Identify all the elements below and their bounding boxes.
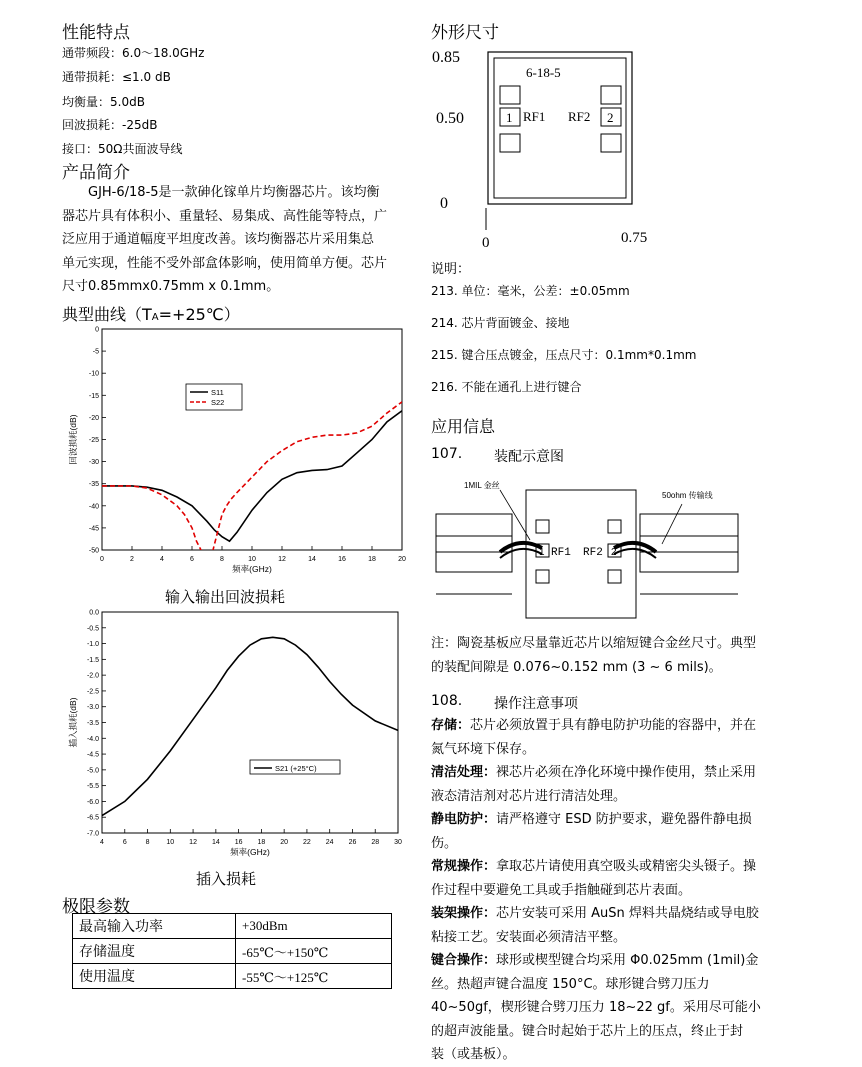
x-tick-label: 26 bbox=[348, 839, 357, 846]
y-tick-label: -4.5 bbox=[86, 751, 99, 759]
x-tick-label: 12 bbox=[278, 556, 286, 563]
note-item: 213. 单位：毫米，公差：±0.05mm bbox=[431, 284, 630, 298]
insertion-loss-chart bbox=[58, 604, 418, 874]
x-tick-label: 6 bbox=[122, 839, 127, 846]
op-text: 液态清洁剂对芯片进行清洁处理。 bbox=[431, 788, 627, 804]
dim-x-right: 0.75 bbox=[621, 230, 648, 246]
intro-line: GJH-6/18-5是一款砷化镓单片均衡器芯片。该均衡 bbox=[88, 185, 380, 200]
op-text: 氮气环境下保存。 bbox=[431, 741, 536, 757]
dim-y-mid: 0.50 bbox=[436, 110, 464, 127]
x-tick-label: 8 bbox=[220, 556, 224, 563]
op-label: 装架操作： bbox=[431, 906, 497, 921]
x-tick-label: 4 bbox=[160, 556, 164, 563]
curves-heading-tail: =+25℃） bbox=[158, 305, 240, 324]
curves-heading-text: 典型曲线（T bbox=[62, 305, 152, 324]
section-108-number: 108. bbox=[431, 693, 463, 709]
dim-y-bot: 0 bbox=[440, 195, 448, 212]
x-tick-label: 16 bbox=[338, 556, 346, 563]
intro-line: 泛应用于通道幅度平坦度改善。该均衡器芯片采用集总 bbox=[62, 232, 375, 247]
x-tick-label: 12 bbox=[189, 839, 197, 846]
intro-line: 器芯片具有体积小、重量轻、易集成、高性能等特点，广 bbox=[62, 208, 388, 224]
y-tick-label: -15 bbox=[88, 392, 99, 400]
y-tick-label: -10 bbox=[88, 370, 99, 378]
wire-label: 1MIL 金丝 bbox=[464, 481, 500, 490]
y-tick-label: -2.0 bbox=[86, 672, 99, 680]
intro-paragraph bbox=[62, 181, 407, 299]
feature-equalization: 均衡量：5.0dB bbox=[62, 95, 145, 109]
op-cleaning bbox=[431, 761, 776, 785]
bond-pad bbox=[500, 134, 520, 152]
legend-label: S22 bbox=[211, 398, 225, 407]
op-label: 静电防护： bbox=[431, 812, 497, 827]
x-tick-label: 22 bbox=[303, 839, 311, 846]
x-tick-label: 20 bbox=[398, 556, 406, 563]
section-107-title: 装配示意图 bbox=[494, 449, 564, 465]
outline-heading: 外形尺寸 bbox=[431, 23, 499, 43]
assembly-note bbox=[431, 632, 756, 679]
y-tick-label: -5.0 bbox=[86, 767, 99, 775]
y-tick-label: -2.5 bbox=[86, 688, 99, 696]
legend-label: S21 (+25°C) bbox=[275, 764, 317, 773]
op-label: 常规操作： bbox=[431, 859, 497, 874]
y-tick-label: -45 bbox=[88, 525, 99, 533]
right-substrate-bot bbox=[640, 552, 738, 572]
x-tick-label: 10 bbox=[248, 556, 256, 563]
note-item: 216. 不能在通孔上进行键合 bbox=[431, 380, 582, 394]
op-label: 存储： bbox=[431, 718, 471, 733]
y-tick-label: -1.0 bbox=[86, 641, 99, 649]
limits-table bbox=[72, 913, 392, 989]
limit-value: -65℃～+150℃ bbox=[236, 939, 392, 964]
y-tick-label: -7.0 bbox=[86, 830, 99, 838]
note-line: 的装配间隙是 0.076~0.152 mm (3 ~ 6 mils)。 bbox=[431, 659, 722, 675]
pad2-label: 2 bbox=[607, 110, 614, 125]
dim-y-top: 0.85 bbox=[432, 49, 460, 66]
op-text: 作过程中要避免工具或手指触碰到芯片表面。 bbox=[431, 882, 692, 898]
pad1-label: 1 bbox=[506, 110, 513, 125]
legend-label: S11 bbox=[211, 388, 224, 397]
assembly-diagram bbox=[430, 474, 770, 626]
limit-name: 最高输入功率 bbox=[73, 914, 236, 939]
rf1-label: RF1 bbox=[551, 547, 571, 559]
x-tick-label: 18 bbox=[257, 839, 266, 846]
op-text: 拿取芯片请使用真空吸头或精密尖头镊子。操 bbox=[496, 859, 757, 874]
curves-heading-sub: A bbox=[151, 312, 159, 323]
op-text: 请严格遵守 ESD 防护要求，避免器件静电损伤。 bbox=[431, 812, 752, 851]
x-axis-label: 频率(GHz) bbox=[232, 564, 272, 574]
y-tick-label: 0.0 bbox=[89, 609, 99, 617]
line-label: 50ohm 传输线 bbox=[662, 491, 713, 500]
feature-return-loss: 回波损耗：-25dB bbox=[62, 118, 158, 132]
x-axis-label: 频率(GHz) bbox=[230, 847, 270, 857]
op-text: 芯片必须放置于具有静电防护功能的容器中，并在 bbox=[470, 718, 757, 733]
y-tick-label: -25 bbox=[88, 437, 99, 444]
x-tick-label: 16 bbox=[234, 839, 243, 846]
section-108-title: 操作注意事项 bbox=[494, 696, 578, 712]
intro-line: 尺寸0.85mmx0.75mm x 0.1mm。 bbox=[62, 279, 280, 294]
limit-value: +30dBm bbox=[236, 914, 392, 939]
op-text: 40~50gf，楔形键合劈刀压力 18~22 gf。采用尽可能小 bbox=[431, 1000, 761, 1015]
op-text: 粘接工艺。安装面必须清洁平整。 bbox=[431, 929, 627, 945]
outline-drawing bbox=[428, 40, 678, 255]
x-tick-label: 10 bbox=[166, 839, 175, 846]
limit-value: -55℃～+125℃ bbox=[236, 964, 392, 989]
x-tick-label: 8 bbox=[145, 839, 150, 846]
y-tick-label: -0.5 bbox=[86, 625, 99, 633]
op-text: 芯片安装可采用 AuSn 焊料共晶烧结或导电胶 bbox=[496, 906, 759, 921]
limit-name: 存储温度 bbox=[73, 939, 236, 964]
y-tick-label: -35 bbox=[88, 481, 99, 489]
x-tick-label: 28 bbox=[371, 839, 380, 846]
pad1-label: 1 bbox=[539, 547, 545, 558]
y-tick-label: -4.0 bbox=[86, 735, 99, 743]
feature-interface: 接口：50Ω共面波导线 bbox=[62, 142, 183, 156]
x-tick-label: 4 bbox=[100, 839, 104, 846]
y-tick-label: -50 bbox=[88, 547, 99, 555]
pad2-label: 2 bbox=[611, 547, 617, 558]
x-tick-label: 30 bbox=[394, 839, 402, 846]
table-row bbox=[73, 914, 392, 939]
y-tick-label: 0 bbox=[95, 326, 99, 334]
left-substrate-top bbox=[436, 514, 512, 536]
features-heading: 性能特点 bbox=[62, 23, 130, 43]
right-substrate-top bbox=[640, 514, 738, 536]
y-tick-label: -5.5 bbox=[86, 783, 99, 791]
y-tick-label: -3.0 bbox=[86, 704, 99, 712]
op-esd bbox=[431, 808, 776, 855]
op-text: 裸芯片必须在净化环境中操作使用，禁止采用 bbox=[496, 765, 757, 780]
op-mounting bbox=[431, 902, 776, 926]
notes-heading: 说明： bbox=[431, 262, 471, 277]
op-text: 球形或楔型键合均采用 Φ0.025mm (1mil)金 bbox=[496, 953, 759, 968]
x-tick-label: 24 bbox=[325, 839, 334, 846]
return-loss-chart bbox=[58, 322, 418, 612]
note-item: 215. 键合压点镀金，压点尺寸：0.1mm*0.1mm bbox=[431, 348, 697, 362]
rf2-label: RF2 bbox=[568, 109, 591, 124]
op-bonding bbox=[431, 949, 776, 973]
y-tick-label: -5 bbox=[92, 348, 99, 356]
op-text: 的超声波能量。键合时起始于芯片上的压点，终止于封 bbox=[431, 1023, 744, 1039]
note-line: 注：陶瓷基板应尽量靠近芯片以缩短键合金丝尺寸。典型 bbox=[431, 636, 757, 651]
y-tick-label: -1.5 bbox=[86, 656, 99, 664]
x-tick-label: 6 bbox=[190, 556, 194, 563]
op-text: 丝。热超声键合温度 150°C。球形键合劈刀压力 bbox=[431, 976, 710, 992]
insertion-loss-caption: 插入损耗 bbox=[196, 870, 257, 888]
y-tick-label: -6.5 bbox=[86, 814, 99, 822]
op-label: 键合操作： bbox=[431, 953, 497, 968]
y-tick-label: -20 bbox=[88, 414, 99, 422]
left-substrate-bot bbox=[436, 552, 512, 572]
bond-pad bbox=[601, 86, 621, 104]
feature-band: 通带频段：6.0～18.0GHz bbox=[62, 46, 205, 60]
chip-name: 6-18-5 bbox=[526, 65, 561, 80]
y-tick-label: -6.0 bbox=[86, 798, 99, 806]
y-tick-label: -3.5 bbox=[86, 720, 99, 727]
app-heading: 应用信息 bbox=[431, 417, 496, 436]
operations-list bbox=[431, 714, 776, 1067]
x-tick-label: 20 bbox=[280, 839, 289, 846]
rf2-label: RF2 bbox=[583, 547, 603, 559]
table-row bbox=[73, 964, 392, 989]
x-tick-label: 14 bbox=[211, 839, 220, 846]
op-storage bbox=[431, 714, 776, 738]
table-row bbox=[73, 939, 392, 964]
intro-line: 单元实现，性能不受外部盒体影响，使用简单方便。芯片 bbox=[62, 255, 388, 271]
y-axis-label: 插入损耗(dB) bbox=[68, 697, 78, 748]
limits-heading: 极限参数 bbox=[62, 897, 130, 917]
dim-x-left: 0 bbox=[482, 235, 490, 251]
bond-pad bbox=[601, 134, 621, 152]
rf1-label: RF1 bbox=[523, 109, 546, 124]
y-tick-label: -30 bbox=[88, 459, 99, 467]
y-tick-label: -40 bbox=[88, 503, 99, 511]
op-general bbox=[431, 855, 776, 879]
x-tick-label: 0 bbox=[100, 556, 104, 563]
section-107-number: 107. bbox=[431, 446, 463, 462]
op-label: 清洁处理： bbox=[431, 765, 497, 780]
x-tick-label: 18 bbox=[368, 556, 376, 563]
return-loss-caption: 输入输出回波损耗 bbox=[165, 588, 286, 606]
note-item: 214. 芯片背面镀金、接地 bbox=[431, 316, 570, 330]
feature-loss: 通带损耗：≤1.0 dB bbox=[62, 70, 171, 84]
x-tick-label: 2 bbox=[130, 556, 134, 563]
limit-name: 使用温度 bbox=[73, 964, 236, 989]
plot-frame bbox=[102, 329, 402, 550]
x-tick-label: 14 bbox=[308, 556, 316, 563]
op-text: 装（或基板）。 bbox=[431, 1047, 516, 1062]
y-axis-label: 回波损耗(dB) bbox=[68, 414, 78, 465]
intro-heading: 产品简介 bbox=[62, 163, 130, 183]
bond-pad bbox=[500, 86, 520, 104]
